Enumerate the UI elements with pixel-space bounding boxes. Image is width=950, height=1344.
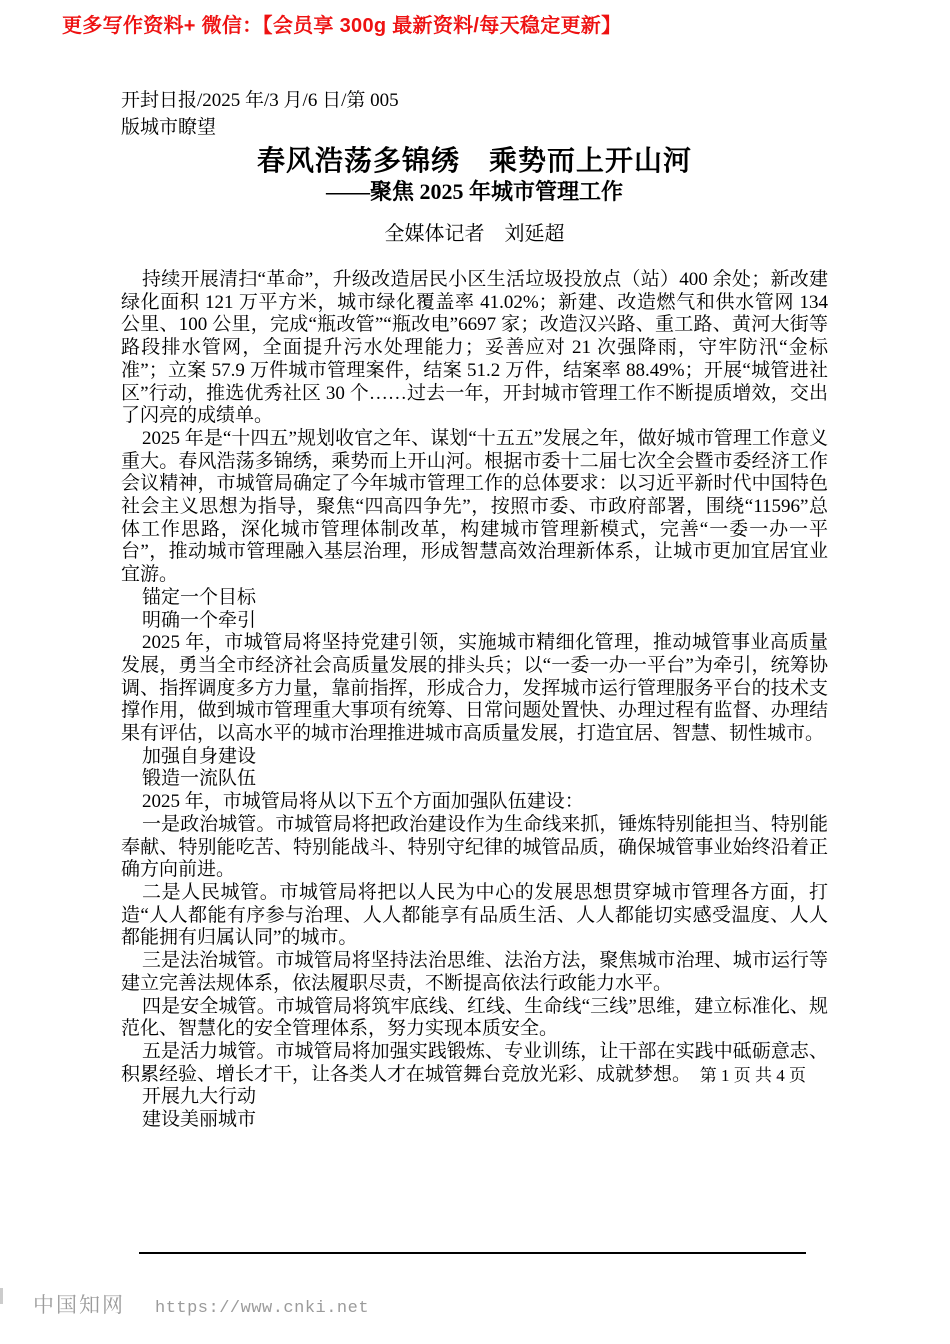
article-byline: 全媒体记者 刘延超 <box>384 223 565 245</box>
cnki-url-link[interactable]: https://www.cnki.net <box>155 1299 370 1318</box>
paragraph: 五是活力城管。市城管局将加强实践锻炼、专业训练，让干部在实践中砥砺意志、积累经验、增长才干，让各类人才在城管舞台竞放光彩、成就梦想。 <box>121 1040 828 1085</box>
paragraph: 二是人民城管。市城管局将把以人民为中心的发展思想贯穿城市管理各方面，打造“人人都能有序参与治理、人人都能享有品质生活、人人都能切实感受温度、人人都能拥有归属认同”的城市。 <box>121 881 828 949</box>
paragraph: 明确一个牵引 <box>142 609 257 631</box>
article-title: 春风浩荡多锦绣 乘势而上开山河 <box>256 145 692 176</box>
page-indicator: 第 1 页 共 4 页 <box>699 1066 806 1085</box>
cnki-logo-text: 中国知网 <box>33 1293 125 1317</box>
paragraph: 持续开展清扫“革命”，升级改造居民小区生活垃圾投放点（站）400 余处；新改建绿化面积 121 万平方米，城市绿化覆盖率 41.02%；新建、改造燃气和供水管网 134 公里、100 公里，完成“瓶改管”“瓶改电”6697 家；改造汉兴路、重工路、黄河大街等路段排水管网，全面提升污水处理能力；妥善应对 21 次强降雨，守牢防汛“金标准”；立案 57.9 万件城市管理案件，结案 51.2 万件，结案率 88.49%；开展“城管进社区”行动，推选优秀社区 30 个……过去一年，开封城市管理工作不断提质增效，交出了闪亮的成绩单。 <box>121 269 828 427</box>
paragraph: 开展九大行动 <box>142 1086 257 1108</box>
paragraph: 加强自身建设 <box>142 745 257 767</box>
cnki-footer <box>33 1289 369 1319</box>
paragraph: 锚定一个目标 <box>142 586 257 608</box>
footer-divider-line <box>139 1252 806 1254</box>
paragraph: 建设美丽城市 <box>142 1109 257 1131</box>
page-edge-mark <box>0 1288 3 1304</box>
paragraph: 2025 年，市城管局将坚持党建引领，实施城市精细化管理，推动城管事业高质量发展，勇当全市经济社会高质量发展的排头兵；以“一委一办一平台”为牵引，统筹协调、指挥调度多方力量，靠前指挥，形成合力，发挥城市运行管理服务平台的技术支撑作用，做到城市管理重大事项有统筹、日常问题处置快、办理过程有监督、办理结果有评估，以高水平的城市治理推进城市高质量发展，打造宜居、智慧、韧性城市。 <box>121 632 828 745</box>
document-page <box>121 87 828 1132</box>
paragraph: 2025 年是“十四五”规划收官之年、谋划“十五五”发展之年，做好城市管理工作意义重大。春风浩荡多锦绣，乘势而上开山河。根据市委十二届七次全会暨市委经济工作会议精神，市城管局确定了今年城市管理工作的总体要求：以习近平新时代中国特色社会主义思想为指导，聚焦“四高四争先”，按照市委、市政府部署，围绕“11596”总体工作思路，深化城市管理体制改革，构建城市管理新模式，完善“一委一办一平台”，推动城市管理融入基层治理，形成智慧高效治理新体系，让城市更加宜居宜业宜游。 <box>121 427 828 586</box>
article-body <box>121 269 828 1132</box>
paragraph: 三是法治城管。市城管局将坚持法治思维、法治方法，聚焦城市治理、城市运行等建立完善法规体系，依法履职尽责，不断提高依法行政能力水平。 <box>121 950 828 994</box>
paragraph: 四是安全城管。市城管局将筑牢底线、红线、生命线“三线”思维，建立标准化、规范化、智慧化的安全管理体系，努力实现本质安全。 <box>121 995 828 1040</box>
article-subtitle: ——聚焦 2025 年城市管理工作 <box>325 179 623 204</box>
paragraph: 锻造一流队伍 <box>142 768 257 790</box>
source-date-line: 开封日报/2025 年/3 月/6 日/第 005 <box>121 90 399 111</box>
article-meta <box>121 87 828 141</box>
paragraph: 一是政治城管。市城管局将把政治建设作为生命线来抓，锤炼特别能担当、特别能奉献、特别能吃苦、特别能战斗、特别守纪律的城管品质，确保城管事业始终沿着正确方向前进。 <box>121 813 828 881</box>
promo-banner-text: 更多写作资料+ 微信：【会员享 300g 最新资料/每天稳定更新】 <box>62 15 622 37</box>
paragraph: 2025 年，市城管局将从以下五个方面加强队伍建设： <box>142 791 584 813</box>
edition-line: 版城市瞭望 <box>121 117 217 138</box>
